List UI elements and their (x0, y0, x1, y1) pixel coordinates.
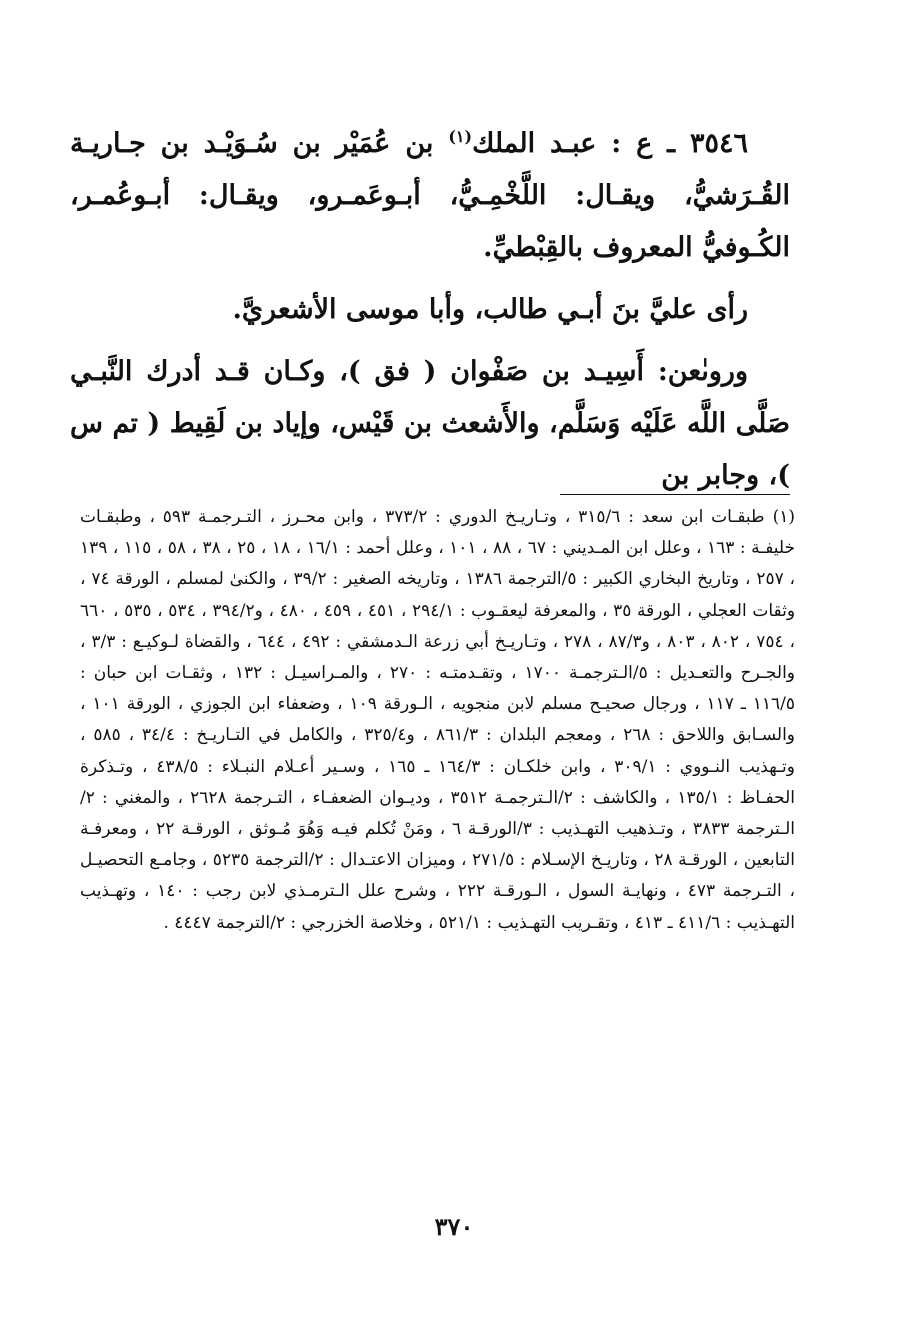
footnote-text: طبقـات ابن سعد : ٣١٥/٦ ، وتـاريـخ الدوري : ٣٧٣/٢ ، وابن محـرز ، التـرجمـة ٥٩٣ ، وطبقـات خليفـة : ١٦٣ ، وعلل ابن المـديني : ٦٧ ، ٨٨ ، ١٠١ ، وعلل أحمد : ١٦/١ ، ١٨ ، ٢٥ ، ٣٨ ، ٥٨ ، ١١٥ ، ١٣٩ ، ٢٥٧ ، وتاريخ البخاري الكبير : ٥/الترجمة ١٣٨٦ ، وتاريخه الصغير : ٣٩/٢ ، والكنىٰ لمسلم ، الورقة ٧٤ ، وثقات العجلي ، الورقة ٣٥ ، والمعرفة ليعقـوب : ٢٩٤/١ ، ٤٥١ ، ٤٥٩ ، ٤٨٠ ، و٣٩٤/٢ ، ٥٣٤ ، ٥٣٥ ، ٦٦٠ ، ٧٥٤ ، ٨٠٢ ، ٨٠٣ ، و٨٧/٣ ، ٢٧٨ ، وتـاريـخ أبي زرعة الـدمشقي : ٤٩٢ ، ٦٤٤ ، والقضاة لـوكيـع : ٣/٣ ، والجـرح والتعـديل : ٥/الـترجمـة ١٧٠٠ ، وتقـدمتـه : ٢٧٠ ، والمـراسيـل : ١٣٢ ، وثقـات ابن حبان : ١١٦/٥ ـ ١١٧ ، ورجال صحيـح مسلم لابن منجويه ، الـورقة ١٠٩ ، وضعفاء ابن الجوزي ، الورقة ١٠١ ، والسـابق واللاحق : ٢٦٨ ، ومعجم البلدان : ٨٦١/٣ ، و٣٢٥/٤ ، والكامل في التـاريـخ : ٣٤/٤ ، ٥٨٥ ، وتـهذيب النـووي : ٣٠٩/١ ، وابن خلكـان : ١٦٤/٣ ـ ١٦٥ ، وسـير أعـلام النبـلاء : ٤٣٨/٥ ، وتـذكرة الحفـاظ : ١٣٥/١ ، والكاشف : ٢/الـترجمـة ٣٥١٢ ، وديـوان الضعفـاء ، التـرجمة ٢٦٢٨ ، والمغني : ٢/الـترجمة ٣٨٣٣ ، وتـذهيب التهـذيب : ٣/الورقـة ٦ ، ومَنْ تُكلم فيـه وَهُوَ مُـوثق ، الورقـة ٢٢ ، ومعرفـة التابعين ، الورقـة ٢٨ ، وتاريـخ الإسـلام : ٢٧١/٥ ، وميزان الاعتـدال : ٢/الترجمة ٥٢٣٥ ، وجامـع التحصيـل ، التـرجمة ٤٧٣ ، ونهايـة السول ، الـورقـة ٢٢٢ ، وشرح علل الـترمـذي لابن رجب : ١٤٠ ، وتهـذيب التهـذيب : ٤١١/٦ ـ ٤١٣ ، وتقـريب التهـذيب : ٥٢١/١ ، وخلاصة الخزرجي : ٢/الترجمة ٤٤٤٧ . (80, 507, 796, 933)
entry-body (70, 118, 790, 502)
entry-heading (70, 118, 790, 274)
footnote-marker: (١) (772, 507, 795, 527)
page-number: ٣٧٠ (434, 1212, 474, 1241)
entry-saw: رأى عليَّ بنَ أبـي طالب، وأبا موسى الأشعريَّ. (232, 294, 748, 325)
entry-heading-line: ٣٥٤٦ ـ ع : عبـد الملك (472, 128, 749, 159)
footnote-reference: (١) (448, 127, 473, 146)
footnote (80, 502, 795, 939)
entry-narrated: وروىٰعن: أَسِيـد بن صَفْوان ( فق )، وكـان قـد أدرك النَّبـي صَلَّى اللَّه عَلَيْه وَسَلَّم، والأَشعث بن قَيْس، وإياد بن لَقِيط ( تم س )، وجابر بن (70, 356, 790, 491)
footnote-divider (560, 494, 790, 495)
entry-heading-rest: بن عُمَيْر بن سُـوَيْـد بن جـاريـة القُـرَشيُّ، ويقـال: اللَّخْمِـيُّ، أبـوعَمـرو، ويقـال: أبـوعُمـر، الكُـوفيُّ المعروف بالقِبْطيِّ. (70, 128, 790, 263)
